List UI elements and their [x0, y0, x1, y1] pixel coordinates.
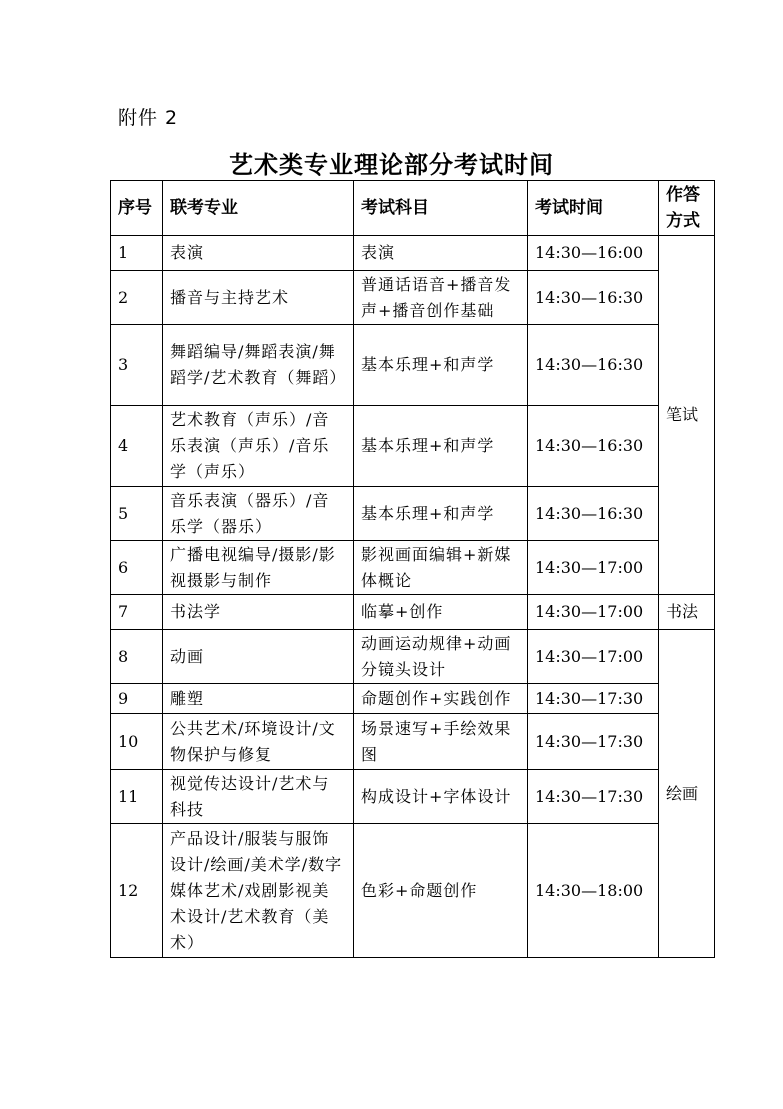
row-subject: 命题创作+实践创作 — [354, 684, 528, 714]
row-no: 12 — [111, 824, 163, 958]
table-row — [111, 325, 715, 406]
document-title: 艺术类专业理论部分考试时间 — [229, 151, 554, 179]
table-row — [111, 714, 715, 770]
table-row — [111, 541, 715, 595]
row-subject: 构成设计+字体设计 — [354, 770, 528, 824]
attachment-label: 附件 2 — [118, 107, 179, 129]
row-time: 14:30—18:00 — [528, 824, 659, 958]
method-written: 笔试 — [659, 236, 715, 595]
header-time: 考试时间 — [528, 181, 659, 236]
row-subject: 基本乐理+和声学 — [354, 487, 528, 541]
row-no: 8 — [111, 630, 163, 684]
row-subject: 基本乐理+和声学 — [354, 406, 528, 487]
row-no: 9 — [111, 684, 163, 714]
row-time: 14:30—17:00 — [528, 541, 659, 595]
row-no: 7 — [111, 595, 163, 630]
row-subject: 场景速写+手绘效果图 — [354, 714, 528, 770]
table-row — [111, 684, 715, 714]
row-subject: 普通话语音+播音发声+播音创作基础 — [354, 271, 528, 325]
row-time: 14:30—16:30 — [528, 325, 659, 406]
method-painting: 绘画 — [659, 630, 715, 958]
row-major: 广播电视编导/摄影/影视摄影与制作 — [163, 541, 354, 595]
table-header-row — [111, 181, 715, 236]
row-major: 表演 — [163, 236, 354, 271]
row-major: 舞蹈编导/舞蹈表演/舞蹈学/艺术教育（舞蹈） — [163, 325, 354, 406]
row-no: 6 — [111, 541, 163, 595]
table-row — [111, 236, 715, 271]
row-subject: 临摹+创作 — [354, 595, 528, 630]
table-row — [111, 271, 715, 325]
table-row — [111, 824, 715, 958]
table-row — [111, 595, 715, 630]
row-major: 播音与主持艺术 — [163, 271, 354, 325]
row-time: 14:30—16:30 — [528, 271, 659, 325]
row-major: 公共艺术/环境设计/文物保护与修复 — [163, 714, 354, 770]
row-time: 14:30—17:30 — [528, 714, 659, 770]
header-major: 联考专业 — [163, 181, 354, 236]
row-time: 14:30—17:00 — [528, 595, 659, 630]
row-time: 14:30—16:30 — [528, 487, 659, 541]
row-major: 书法学 — [163, 595, 354, 630]
exam-schedule-table — [110, 180, 715, 958]
row-time: 14:30—16:00 — [528, 236, 659, 271]
table-row — [111, 406, 715, 487]
row-no: 2 — [111, 271, 163, 325]
row-major: 艺术教育（声乐）/音乐表演（声乐）/音乐学（声乐） — [163, 406, 354, 487]
row-time: 14:30—17:00 — [528, 630, 659, 684]
row-no: 4 — [111, 406, 163, 487]
row-subject: 表演 — [354, 236, 528, 271]
row-no: 1 — [111, 236, 163, 271]
method-calligraphy: 书法 — [659, 595, 715, 630]
header-subject: 考试科目 — [354, 181, 528, 236]
row-major: 音乐表演（器乐）/音乐学（器乐） — [163, 487, 354, 541]
row-no: 3 — [111, 325, 163, 406]
row-no: 5 — [111, 487, 163, 541]
header-no: 序号 — [111, 181, 163, 236]
row-major: 视觉传达设计/艺术与科技 — [163, 770, 354, 824]
row-time: 14:30—17:30 — [528, 770, 659, 824]
row-no: 10 — [111, 714, 163, 770]
table-row — [111, 630, 715, 684]
header-method: 作答方式 — [659, 181, 715, 236]
row-time: 14:30—16:30 — [528, 406, 659, 487]
row-major: 动画 — [163, 630, 354, 684]
row-subject: 影视画面编辑+新媒体概论 — [354, 541, 528, 595]
row-major: 雕塑 — [163, 684, 354, 714]
row-subject: 基本乐理+和声学 — [354, 325, 528, 406]
row-subject: 动画运动规律+动画分镜头设计 — [354, 630, 528, 684]
table-row — [111, 487, 715, 541]
row-no: 11 — [111, 770, 163, 824]
row-time: 14:30—17:30 — [528, 684, 659, 714]
table-row — [111, 770, 715, 824]
row-major: 产品设计/服装与服饰设计/绘画/美术学/数字媒体艺术/戏剧影视美术设计/艺术教育（美术） — [163, 824, 354, 958]
row-subject: 色彩+命题创作 — [354, 824, 528, 958]
